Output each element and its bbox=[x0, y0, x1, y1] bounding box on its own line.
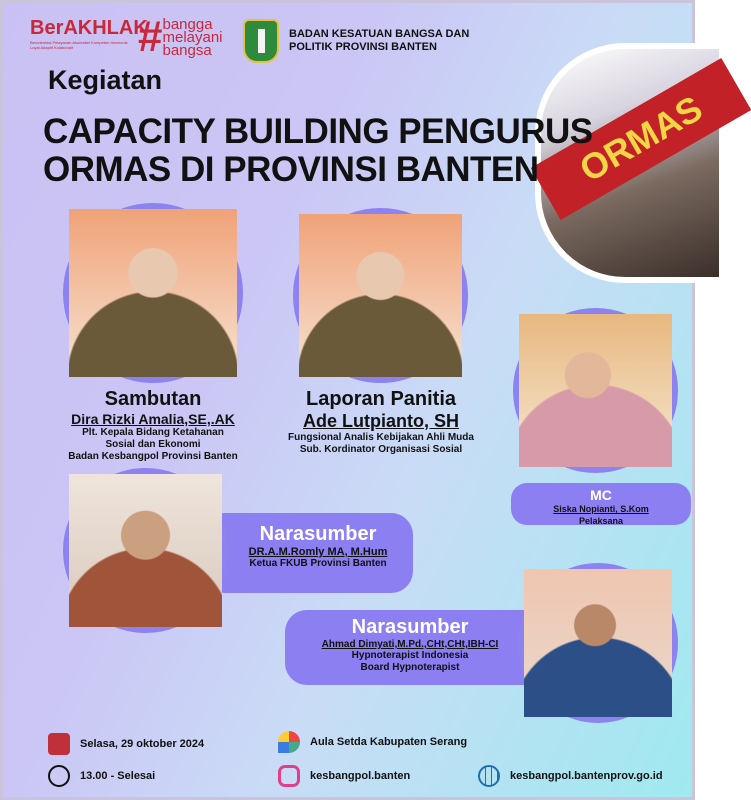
website[interactable] bbox=[478, 765, 663, 787]
speaker-desc: Fungsional Analis Kebijakan Ahli Muda bbox=[288, 432, 474, 443]
instagram-handle[interactable] bbox=[278, 765, 410, 787]
speaker-photo-narasumber-2 bbox=[518, 563, 678, 723]
speaker-role: Narasumber bbox=[351, 616, 469, 638]
time-text: 13.00 - Selesai bbox=[80, 770, 156, 782]
agency-line: POLITIK PROVINSI BANTEN bbox=[289, 41, 437, 53]
berakhlak-logo bbox=[30, 17, 148, 50]
speaker-photo-sambutan bbox=[63, 203, 243, 383]
date-text: Selasa, 29 oktober 2024 bbox=[80, 738, 205, 750]
speaker-role: Laporan Panitia bbox=[305, 388, 457, 410]
map-pin-icon bbox=[278, 731, 300, 753]
speaker-desc: Plt. Kepala Bidang Ketahanan bbox=[82, 427, 224, 438]
logo-line: melayani bbox=[162, 28, 223, 46]
speaker-name: Ahmad Dimyati,M.Pd.,CHt,CHt,IBH-CI bbox=[321, 639, 499, 650]
speaker-role: Narasumber bbox=[259, 523, 377, 545]
globe-icon bbox=[478, 765, 500, 787]
speaker-narasumber-2 bbox=[285, 610, 555, 685]
speaker-role: MC bbox=[590, 487, 612, 503]
location-text: Aula Setda Kabupaten Serang bbox=[310, 736, 468, 748]
speaker-photo-laporan bbox=[293, 208, 468, 383]
clock-icon bbox=[48, 765, 70, 787]
speaker-desc: Pelaksana bbox=[578, 516, 624, 526]
speaker-desc: Board Hypnoterapist bbox=[360, 662, 460, 673]
speaker-desc: Hypnoterapist Indonesia bbox=[351, 650, 469, 661]
speaker-mc bbox=[511, 483, 691, 525]
event-label: Kegiatan bbox=[48, 65, 163, 95]
speaker-narasumber-1 bbox=[203, 513, 413, 593]
speaker-name: DR.A.M.Romly MA, M.Hum bbox=[248, 546, 388, 558]
logo-line: bangsa bbox=[162, 41, 212, 59]
speaker-sambutan bbox=[33, 388, 273, 463]
speaker-name: Ade Lutpianto, SH bbox=[303, 411, 459, 431]
website-text[interactable]: kesbangpol.bantenprov.go.id bbox=[510, 770, 663, 782]
speaker-desc: Ketua FKUB Provinsi Banten bbox=[249, 558, 387, 569]
speaker-desc: Sosial dan Ekonomi bbox=[105, 439, 201, 450]
berakhlak-wordmark: BerAKHLAK bbox=[30, 17, 148, 39]
speaker-photo-narasumber-1 bbox=[63, 468, 228, 633]
logo-line: bangga bbox=[162, 15, 213, 33]
speaker-desc: Sub. Kordinator Organisasi Sosial bbox=[299, 444, 463, 455]
title-line: CAPACITY BUILDING PENGURUS bbox=[43, 112, 593, 151]
calendar-icon bbox=[48, 733, 70, 755]
instagram-text[interactable]: kesbangpol.banten bbox=[310, 770, 411, 782]
banten-province-seal bbox=[243, 19, 279, 63]
speaker-desc: Badan Kesbangpol Provinsi Banten bbox=[68, 451, 238, 462]
speaker-name: Dira Rizki Amalia,SE,.AK bbox=[71, 411, 235, 427]
agency-name bbox=[289, 28, 469, 54]
event-location bbox=[278, 731, 467, 753]
speaker-photo-mc bbox=[513, 308, 678, 473]
berakhlak-tagline: Berorientasi Pelayanan Akuntabel Kompeten Harmonis Loyal Adaptif Kolaboratif bbox=[30, 40, 128, 50]
speaker-name: Siska Nopianti, S.Kom bbox=[553, 504, 649, 514]
bangga-melayani-bangsa-logo bbox=[138, 12, 223, 61]
speaker-laporan bbox=[261, 388, 501, 456]
speaker-role: Sambutan bbox=[104, 388, 202, 410]
instagram-icon bbox=[278, 765, 300, 787]
event-time bbox=[48, 765, 155, 787]
event-title bbox=[43, 113, 593, 189]
ormas-banner-text: ORMAS bbox=[531, 58, 751, 220]
agency-line: BADAN KESATUAN BANGSA DAN bbox=[289, 28, 470, 40]
hashtag-icon: # bbox=[138, 12, 163, 61]
title-line: ORMAS DI PROVINSI BANTEN bbox=[43, 150, 539, 189]
event-date bbox=[48, 733, 204, 755]
